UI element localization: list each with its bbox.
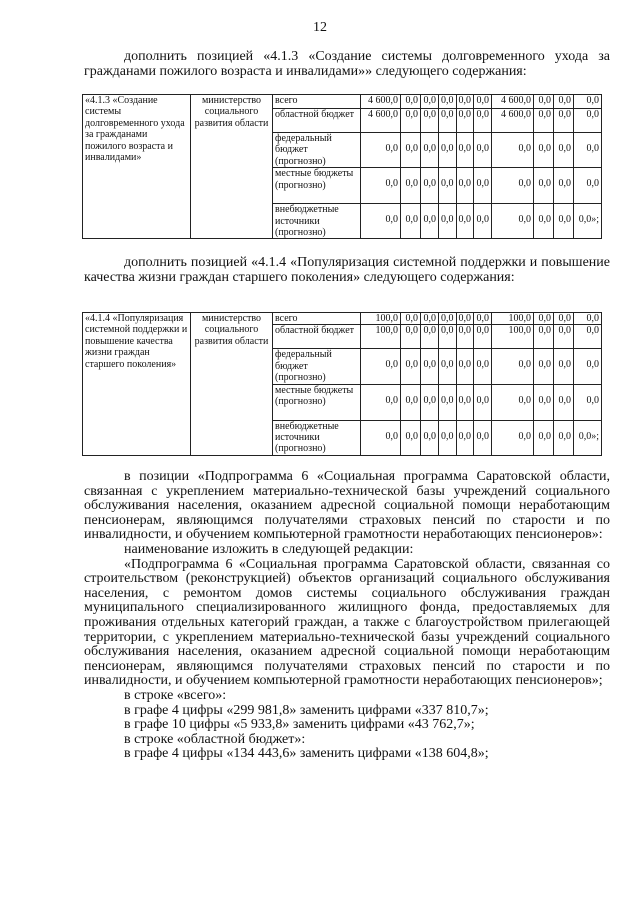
body-text [84, 470, 610, 762]
amount-cell: 0,0 [439, 349, 457, 384]
amount-cell: 0,0 [492, 133, 534, 168]
amount-cell: 0,0 [574, 384, 602, 420]
amount-cell: 0,0 [401, 204, 421, 239]
amount-cell: 0,0 [456, 420, 474, 455]
amount-cell: 0,0 [574, 313, 602, 325]
funding-source-cell: всего [273, 313, 361, 325]
amount-cell: 0,0 [439, 325, 457, 349]
amount-cell: 0,0 [474, 133, 492, 168]
amount-cell: 0,0 [574, 325, 602, 349]
amount-cell: 0,0 [401, 95, 421, 109]
page-number: 12 [313, 20, 327, 35]
amount-cell: 0,0 [574, 349, 602, 384]
amount-cell: 0,0 [492, 420, 534, 455]
table-position-4-1-4 [82, 312, 602, 456]
amount-cell: 0,0 [401, 349, 421, 384]
amount-cell: 0,0 [554, 420, 574, 455]
amount-cell: 0,0 [421, 420, 439, 455]
position-name-cell: «4.1.4 «Популяризация системной поддержки и повышение качества жизни граждан старшего поколения» [83, 313, 191, 456]
amount-cell: 0,0 [554, 325, 574, 349]
amount-cell: 0,0 [456, 325, 474, 349]
amount-cell: 0,0 [456, 384, 474, 420]
amount-cell: 0,0 [361, 168, 401, 204]
amount-cell: 0,0 [421, 349, 439, 384]
amount-cell: 0,0 [361, 204, 401, 239]
amount-cell: 0,0 [554, 204, 574, 239]
amount-cell: 0,0 [439, 95, 457, 109]
amount-cell: 0,0 [474, 384, 492, 420]
amount-cell: 0,0 [401, 384, 421, 420]
amount-cell: 0,0 [456, 313, 474, 325]
amount-cell: 0,0 [456, 133, 474, 168]
amount-cell: 100,0 [492, 313, 534, 325]
table-row [83, 95, 602, 109]
amount-cell: 0,0 [554, 384, 574, 420]
amount-cell: 0,0 [534, 95, 554, 109]
amount-cell: 0,0 [492, 204, 534, 239]
paragraph-row-total: в строке «всего»: [124, 687, 227, 703]
amount-cell: 0,0 [492, 384, 534, 420]
amount-cell: 0,0 [474, 313, 492, 325]
amount-cell: 0,0 [439, 384, 457, 420]
amount-cell: 0,0 [534, 133, 554, 168]
amount-cell: 0,0 [574, 133, 602, 168]
funding-source-cell: внебюджетные источники (прогнозно) [273, 420, 361, 455]
amount-cell: 0,0 [456, 168, 474, 204]
amount-cell: 0,0 [534, 313, 554, 325]
amount-cell: 0,0 [456, 204, 474, 239]
paragraph-col4-total: в графе 4 цифры «299 981,8» заменить цифрами «337 810,7»; [124, 702, 489, 718]
amount-cell: 0,0 [474, 325, 492, 349]
amount-cell: 0,0 [439, 168, 457, 204]
amount-cell: 0,0 [439, 109, 457, 133]
amount-cell: 0,0 [421, 133, 439, 168]
amount-cell: 0,0 [439, 420, 457, 455]
executor-cell: министерство социального развития области [191, 313, 273, 456]
funding-source-cell: областной бюджет [273, 109, 361, 133]
funding-source-cell: местные бюджеты (прогнозно) [273, 168, 361, 204]
amount-cell: 0,0 [554, 313, 574, 325]
intro-paragraph-2 [84, 256, 610, 285]
amount-cell: 100,0 [361, 313, 401, 325]
amount-cell: 0,0 [401, 325, 421, 349]
amount-cell: 0,0 [401, 168, 421, 204]
intro-paragraph-1 [84, 50, 610, 79]
amount-cell: 0,0 [421, 204, 439, 239]
amount-cell: 0,0 [574, 109, 602, 133]
amount-cell: 0,0 [361, 420, 401, 455]
amount-cell: 0,0 [401, 109, 421, 133]
amount-cell: 0,0 [474, 95, 492, 109]
amount-cell: 0,0 [574, 95, 602, 109]
amount-cell: 0,0 [361, 133, 401, 168]
amount-cell: 0,0 [361, 384, 401, 420]
paragraph-col4-regional: в графе 4 цифры «134 443,6» заменить цифрами «138 604,8»; [124, 746, 489, 762]
amount-cell: 4 600,0 [361, 109, 401, 133]
executor-cell: министерство социального развития области [191, 95, 273, 239]
amount-cell: 0,0 [401, 133, 421, 168]
amount-cell: 0,0 [534, 325, 554, 349]
amount-cell: 0,0 [456, 95, 474, 109]
amount-cell: 0,0 [439, 133, 457, 168]
amount-cell: 100,0 [492, 325, 534, 349]
table-position-4-1-3 [82, 94, 602, 239]
amount-cell: 0,0 [421, 313, 439, 325]
paragraph-rename: наименование изложить в следующей редакции: [124, 541, 414, 557]
amount-cell: 0,0 [474, 168, 492, 204]
amount-cell: 0,0 [574, 168, 602, 204]
amount-cell: 0,0 [534, 109, 554, 133]
amount-cell: 0,0 [421, 325, 439, 349]
amount-cell: 0,0 [554, 109, 574, 133]
amount-cell: 0,0 [474, 349, 492, 384]
intro-text-2: дополнить позицией «4.1.4 «Популяризация системной поддержки и повышение качества жизни граждан старшего поколения» следующего содержания: [84, 255, 610, 285]
position-name-cell: «4.1.3 «Создание системы долговременного ухода за гражданами пожилого возраста и инвалидами» [83, 95, 191, 239]
amount-cell: 0,0 [492, 168, 534, 204]
amount-cell: 0,0 [456, 109, 474, 133]
amount-cell: 0,0 [401, 313, 421, 325]
amount-cell: 100,0 [361, 325, 401, 349]
amount-cell: 4 600,0 [492, 95, 534, 109]
amount-cell: 0,0 [474, 204, 492, 239]
paragraph-col10-total: в графе 10 цифры «5 933,8» заменить цифрами «43 762,7»; [124, 717, 475, 733]
amount-cell: 0,0 [534, 168, 554, 204]
amount-cell: 0,0»; [574, 420, 602, 455]
amount-cell: 0,0 [421, 109, 439, 133]
amount-cell: 4 600,0 [492, 109, 534, 133]
amount-cell: 0,0 [361, 349, 401, 384]
amount-cell: 0,0 [421, 168, 439, 204]
amount-cell: 0,0 [474, 109, 492, 133]
intro-text-1: дополнить позицией «4.1.3 «Создание системы долговременного ухода за гражданами пожилого возраста и инвалидами»» следующего содержания: [84, 49, 610, 79]
amount-cell: 4 600,0 [361, 95, 401, 109]
amount-cell: 0,0 [474, 420, 492, 455]
funding-source-cell: внебюджетные источники (прогнозно) [273, 204, 361, 239]
amount-cell: 0,0 [554, 349, 574, 384]
amount-cell: 0,0 [554, 95, 574, 109]
amount-cell: 0,0 [439, 313, 457, 325]
amount-cell: 0,0 [534, 349, 554, 384]
amount-cell: 0,0 [554, 168, 574, 204]
amount-cell: 0,0 [534, 420, 554, 455]
funding-source-cell: всего [273, 95, 361, 109]
amount-cell: 0,0 [439, 204, 457, 239]
amount-cell: 0,0 [492, 349, 534, 384]
table-row [83, 313, 602, 325]
amount-cell: 0,0 [456, 349, 474, 384]
amount-cell: 0,0 [534, 384, 554, 420]
funding-source-cell: местные бюджеты (прогнозно) [273, 384, 361, 420]
funding-source-cell: областной бюджет [273, 325, 361, 349]
funding-source-cell: федеральный бюджет (прогнозно) [273, 349, 361, 384]
amount-cell: 0,0»; [574, 204, 602, 239]
paragraph-row-regional: в строке «областной бюджет»: [124, 731, 306, 747]
amount-cell: 0,0 [421, 384, 439, 420]
amount-cell: 0,0 [554, 133, 574, 168]
amount-cell: 0,0 [401, 420, 421, 455]
funding-source-cell: федеральный бюджет (прогнозно) [273, 133, 361, 168]
amount-cell: 0,0 [534, 204, 554, 239]
paragraph-subprogram-6: в позиции «Подпрограмма 6 «Социальная программа Саратовской области, связанная с укреплением материально-технической базы учреждений социального обслуживания населения, оказанием адресной социальной помощи неработающим пенсионерам, являющимся получателями страховых пенсий по старости и по инвалидности, и обучением компьютерной грамотности неработающих пенсионеров»: [84, 469, 610, 543]
paragraph-new-name: «Подпрограмма 6 «Социальная программа Саратовской области, связанная со строительством (реконструкцией) объектов организаций социального обслуживания населения, с ремонтом домов системы социального обслуживания граждан муниципального специализированного жилищного фонда, предоставляемых для проживания отдельных категорий граждан, а также с благоустройством прилегающей территории, с укреплением материально-технической базы учреждений социального обслуживания населения, оказанием адресной социальной помощи неработающим пенсионерам, являющимся получателями страховых пенсий по старости и по инвалидности, и обучением компьютерной грамотности неработающих пенсионеров»; [84, 556, 610, 689]
amount-cell: 0,0 [421, 95, 439, 109]
